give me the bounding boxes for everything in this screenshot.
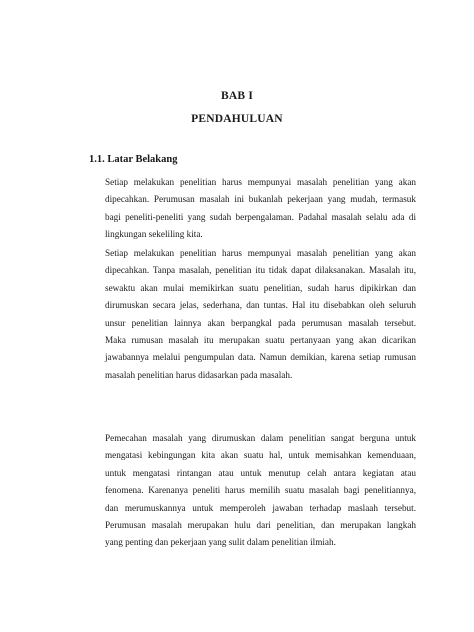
chapter-title: PENDAHULUAN — [191, 113, 283, 125]
paragraph-line: fenomena. Karenanya peneliti harus memilih suatu masalah bagi penelitiannya, — [105, 485, 416, 496]
paragraph-line: Setiap melakukan penelitian harus mempunyai masalah penelitian yang akan — [105, 177, 416, 187]
paragraph-line: bagi peneliti-peneliti yang sudah berpengalaman. Padahal masalah selalu ada di — [105, 211, 416, 222]
section-heading: 1.1. Latar Belakang — [89, 154, 178, 165]
paragraph-line: sewaktu akan mulai memikirkan suatu penelitian, sudah harus dipikirkan dan — [105, 282, 416, 293]
paragraph-3 — [105, 430, 416, 552]
paragraph-line: dan merumuskannya untuk memperoleh jawaban terhadap maslaah tersebut. — [105, 502, 416, 513]
paragraph-line: mengatasi kebingungan kita akan suatu hal, untuk memisahkan kemenduaan, — [105, 450, 416, 461]
paragraph-line: yang penting dan pekerjaan yang sulit dalam penelitian ilmiah. — [105, 537, 336, 548]
paragraph-line: untuk mengatasi rintangan atau untuk menutup celah antara kegiatan atau — [105, 467, 416, 478]
paragraph-line: dipecahkan. Tanpa masalah, penelitian itu tidak dapat dilaksanakan. Masalah itu, — [105, 265, 416, 276]
paragraph-line: lingkungan sekeliling kita. — [105, 229, 203, 240]
paragraph-line: Maka rumusan masalah itu merupakan suatu pertanyaan yang akan dicarikan — [105, 334, 416, 345]
paragraph-2 — [105, 245, 416, 384]
chapter-number: BAB I — [221, 90, 253, 102]
paragraph-line: Setiap melakukan penelitian harus mempunyai masalah penelitian yang akan — [105, 248, 416, 258]
paragraph-line: Perumusan masalah merupakan hulu dari penelitian, dan merupakan langkah — [105, 519, 416, 530]
paragraph-line: dipecahkan. Perumusan masalah ini bukanlah pekerjaan yang mudah, termasuk — [105, 194, 416, 205]
paragraph-line: dirumuskan secara jelas, sederhana, dan tuntas. Hal itu disebabkan oleh seluruh — [105, 300, 416, 311]
paragraph-line: unsur penelitian lainnya akan berpangkal pada perumusan masalah tersebut. — [105, 317, 416, 328]
paragraph-line: jawabannya melalui pengumpulan data. Namun demikian, karena setiap rumusan — [105, 352, 416, 363]
paragraph-line: masalah penelitian harus didasarkan pada masalah. — [105, 369, 293, 380]
paragraph-1 — [105, 174, 416, 244]
paragraph-line: Pemecahan masalah yang dirumuskan dalam penelitian sangat berguna untuk — [105, 433, 416, 443]
